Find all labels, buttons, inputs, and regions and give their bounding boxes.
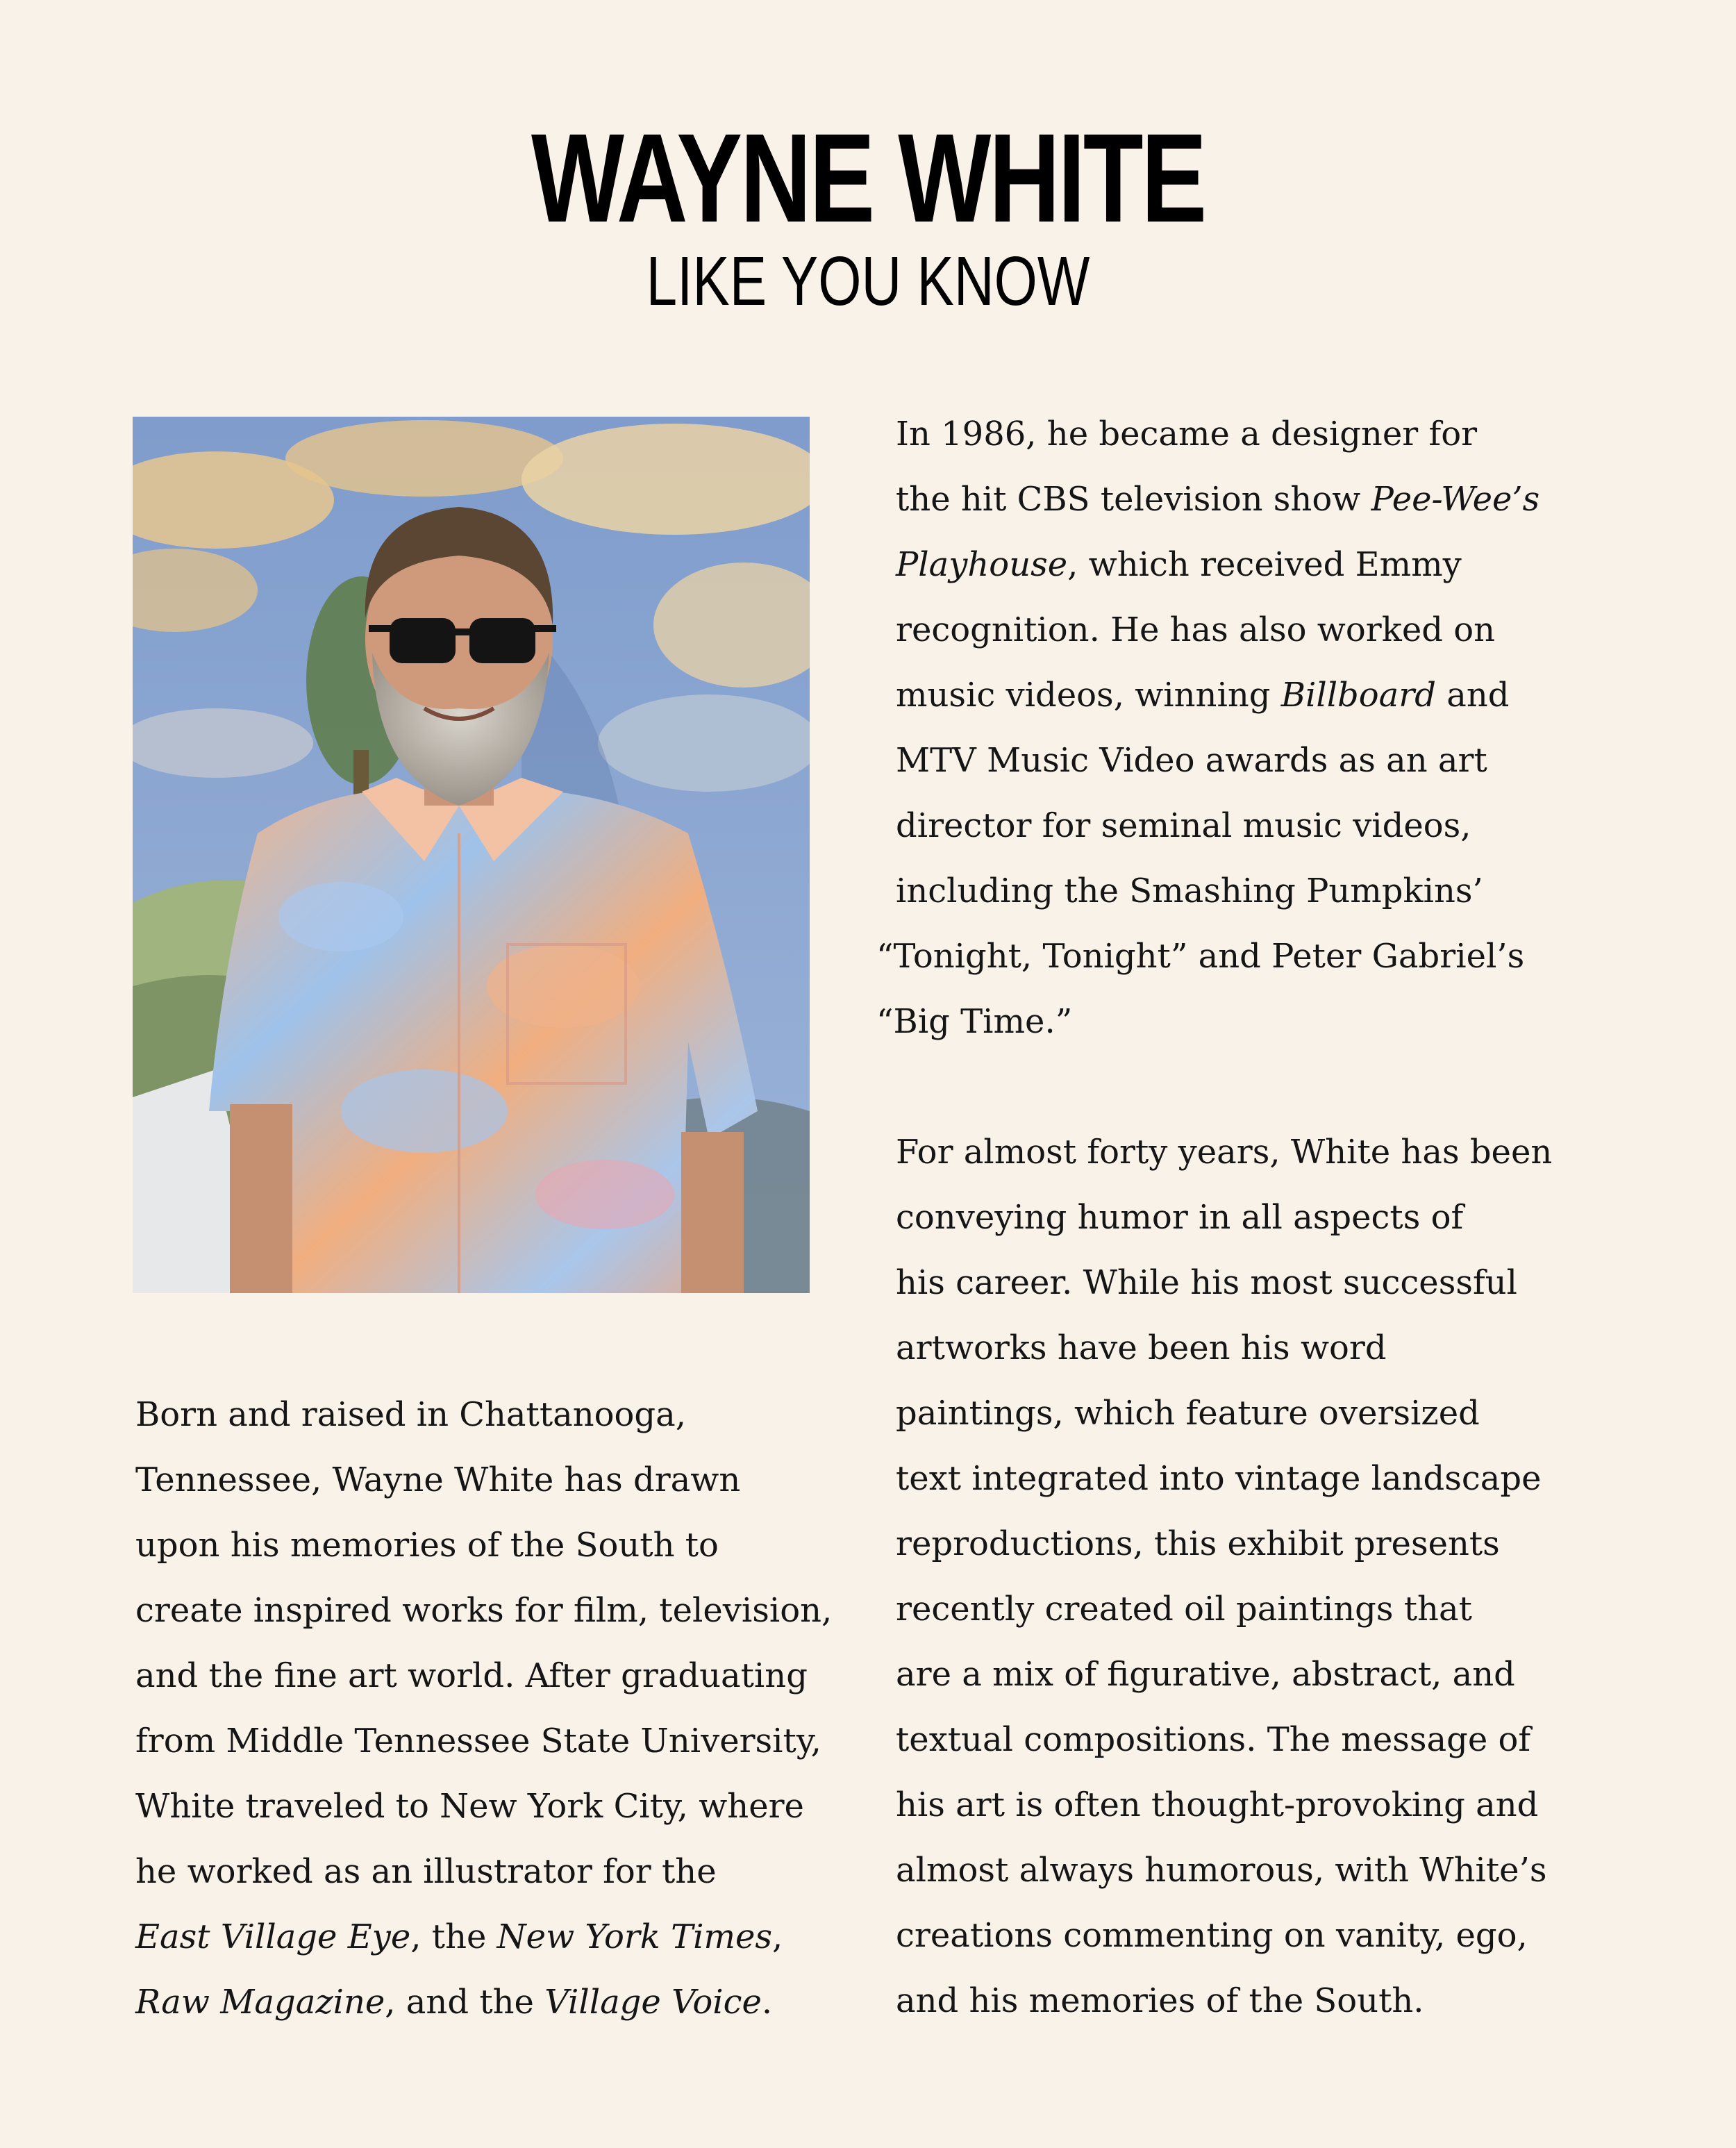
publication-title: Village Voice	[544, 1983, 762, 2022]
text-line: recently created oil paintings that	[896, 1590, 1472, 1629]
text-line: director for seminal music videos,	[896, 806, 1471, 845]
text-fragment: , which received Emmy	[1067, 545, 1462, 584]
text-line: including the Smashing Pumpkins’	[896, 872, 1483, 910]
page-title: WAYNE WHITE	[531, 107, 1205, 249]
text-line: conveying humor in all aspects of	[896, 1198, 1464, 1237]
publication-title: Raw Magazine	[135, 1983, 385, 2022]
text-fragment: .	[761, 1983, 773, 2022]
text-line: Born and raised in Chattanooga,	[135, 1395, 687, 1434]
text-line: In 1986, he became a designer for	[896, 415, 1478, 453]
text-fragment: ,	[772, 1917, 783, 1956]
text-line: textual compositions. The message of	[896, 1720, 1531, 1759]
publication-title: New York Times	[496, 1917, 773, 1956]
text-line: create inspired works for film, television,	[135, 1591, 833, 1630]
text-line: his art is often thought-provoking and	[896, 1785, 1539, 1824]
text-line: his career. While his most successful	[896, 1263, 1517, 1302]
text-fragment: , and the	[385, 1983, 545, 2022]
portrait-illustration	[133, 417, 810, 1293]
text-line	[896, 467, 1604, 532]
text-line: “Big Time.”	[876, 1002, 1073, 1041]
page-subtitle: LIKE YOU KNOW	[646, 242, 1090, 320]
text-line: almost always humorous, with White’s	[896, 1851, 1547, 1890]
right-column	[876, 401, 1604, 2033]
intro-paragraph	[135, 1382, 844, 2035]
text-line	[896, 663, 1604, 728]
text-line: White traveled to New York City, where	[135, 1787, 804, 1826]
portrait-photo	[133, 417, 810, 1293]
career-paragraph	[876, 401, 1604, 1054]
text-line: “Tonight, Tonight” and Peter Gabriel’s	[876, 937, 1525, 976]
text-fragment: and	[1435, 676, 1510, 715]
text-line	[135, 1970, 844, 2035]
publication-title: Billboard	[1280, 676, 1436, 715]
text-line: from Middle Tennessee State University,	[135, 1722, 821, 1760]
text-line: paintings, which feature oversized	[896, 1394, 1480, 1433]
text-line: Tennessee, Wayne White has drawn	[135, 1460, 741, 1499]
show-title: Pee-Wee’s	[1371, 480, 1540, 519]
publication-title: East Village Eye	[135, 1917, 411, 1956]
text-line: reproductions, this exhibit presents	[896, 1524, 1500, 1563]
text-fragment: the hit CBS television show	[896, 480, 1371, 519]
text-fragment: music videos, winning	[896, 676, 1281, 715]
text-fragment: , the	[410, 1917, 497, 1956]
text-line	[135, 1904, 844, 1970]
text-line: are a mix of figurative, abstract, and	[896, 1655, 1515, 1694]
text-line: For almost forty years, White has been	[896, 1133, 1553, 1172]
text-line	[896, 532, 1604, 597]
left-column	[135, 1382, 844, 2035]
text-line: upon his memories of the South to	[135, 1526, 719, 1565]
exhibit-paragraph	[896, 1119, 1604, 2033]
text-line: text integrated into vintage landscape	[896, 1459, 1542, 1498]
show-title: Playhouse	[896, 545, 1068, 584]
text-line: creations commenting on vanity, ego,	[896, 1916, 1528, 1955]
text-line: and the fine art world. After graduating	[135, 1656, 808, 1695]
text-line: artworks have been his word	[896, 1329, 1387, 1367]
text-line: recognition. He has also worked on	[896, 610, 1496, 649]
text-line: MTV Music Video awards as an art	[896, 741, 1487, 780]
text-line: he worked as an illustrator for the	[135, 1852, 717, 1891]
text-line: and his memories of the South.	[896, 1981, 1424, 2020]
